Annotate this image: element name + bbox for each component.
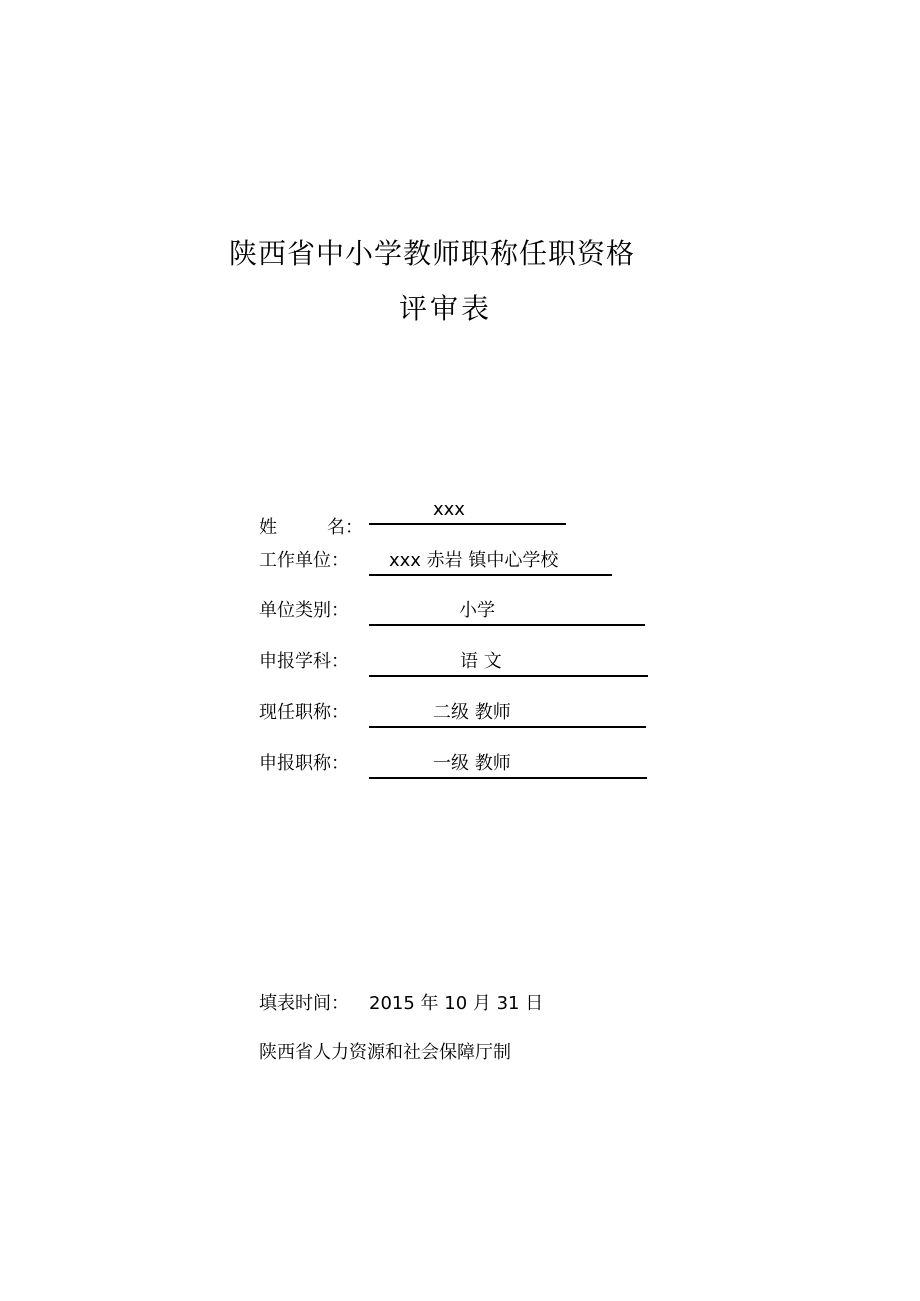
current-title-label: 现任职称： [259,702,349,723]
document-title: 陕西省中小学教师职称任职资格 [229,237,636,270]
subject-label: 申报学科： [259,651,349,672]
work-unit-field[interactable] [369,548,612,576]
name-value: xxx [433,499,465,520]
applied-title-field[interactable] [369,751,647,779]
work-unit-value: xxx 赤岩 镇中心学校 [389,550,559,571]
subject-value: 语 文 [460,651,502,672]
applied-title-label: 申报职称： [259,753,349,774]
fill-date-value: 2015 年 10 月 31 日 [369,993,544,1014]
name-field[interactable] [369,497,566,525]
name-label [259,497,363,538]
unit-category-value: 小学 [459,600,495,621]
fill-date-row [259,991,544,1017]
unit-category-label: 单位类别： [259,600,349,621]
unit-category-field[interactable] [369,598,645,626]
current-title-value: 二级 教师 [433,702,511,723]
subject-field[interactable] [369,649,648,677]
fill-date-label: 填表时间： [259,993,349,1014]
document-subtitle: 评审表 [399,292,493,325]
applied-title-value: 一级 教师 [433,753,511,774]
name-label-char2: 名： [327,517,363,538]
issuer-text: 陕西省人力资源和社会保障厅制 [259,1042,511,1063]
work-unit-label: 工作单位： [259,550,349,571]
name-label-char1: 姓 [259,517,277,538]
current-title-field[interactable] [369,700,646,728]
